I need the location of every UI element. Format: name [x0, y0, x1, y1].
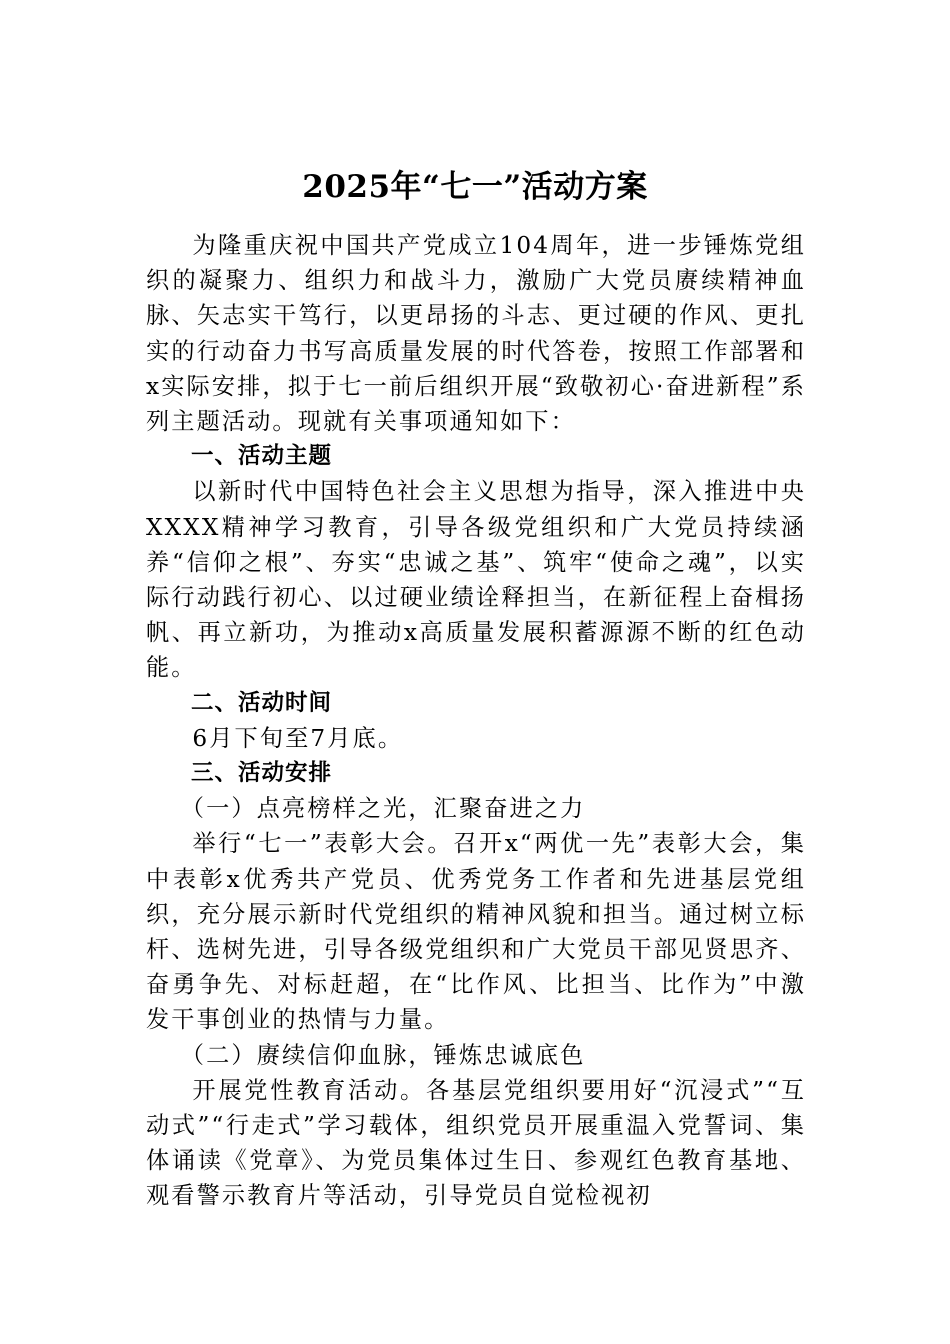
subsection-text-role-models: 举行“七一”表彰大会。召开x“两优一先”表彰大会，集中表彰x优秀共产党员、优秀党务工作者和先进基层党组织，充分展示新时代党组织的精神风貌和担当。通过树立标杆、选树先进，引导各级党组织和广大党员干部见贤思齐、奋勇争先、对标赶超，在“比作风、比担当、比作为”中激发干事创业的热情与力量。 — [146, 830, 806, 1034]
subsection-text-faith: 开展党性教育活动。各基层党组织要用好“沉浸式”“互动式”“行走式”学习载体，组织党员开展重温入党誓词、集体诵读《党章》、为党员集体过生日、参观红色教育基地、观看警示教育片等活动，引导党员自觉检视初 — [146, 1076, 806, 1210]
document-body — [146, 228, 806, 1214]
section-heading-theme: 一、活动主题 — [191, 443, 333, 470]
section-heading-time: 二、活动时间 — [191, 689, 333, 716]
intro-paragraph: 为隆重庆祝中国共产党成立104周年，进一步锤炼党组织的凝聚力、组织力和战斗力，激励广大党员赓续精神血脉、矢志实干笃行，以更昂扬的斗志、更过硬的作风、更扎实的行动奋力书写高质量发展的时代答卷，按照工作部署和x实际安排，拟于七一前后组织开展“致敬初心·奋进新程”系列主题活动。现就有关事项通知如下： — [146, 232, 806, 436]
subsection-heading-role-models: （一）点亮榜样之光，汇聚奋进之力 — [180, 795, 586, 823]
section-text-time: 6月下旬至7月底。 — [192, 724, 404, 752]
subsection-heading-faith: （二）赓续信仰血脉，锤炼忠诚底色 — [180, 1041, 586, 1069]
document-title: 2025年“七一”活动方案 — [302, 169, 648, 205]
section-heading-arrangement: 三、活动安排 — [191, 760, 333, 787]
section-text-theme: 以新时代中国特色社会主义思想为指导，深入推进中央XXXX精神学习教育，引导各级党组织和广大党员持续涵养“信仰之根”、夯实“忠诚之基”、筑牢“使命之魂”，以实际行动践行初心、以过硬业绩诠释担当，在新征程上奋楫扬帆、再立新功，为推动x高质量发展积蓄源源不断的红色动能。 — [146, 478, 806, 682]
